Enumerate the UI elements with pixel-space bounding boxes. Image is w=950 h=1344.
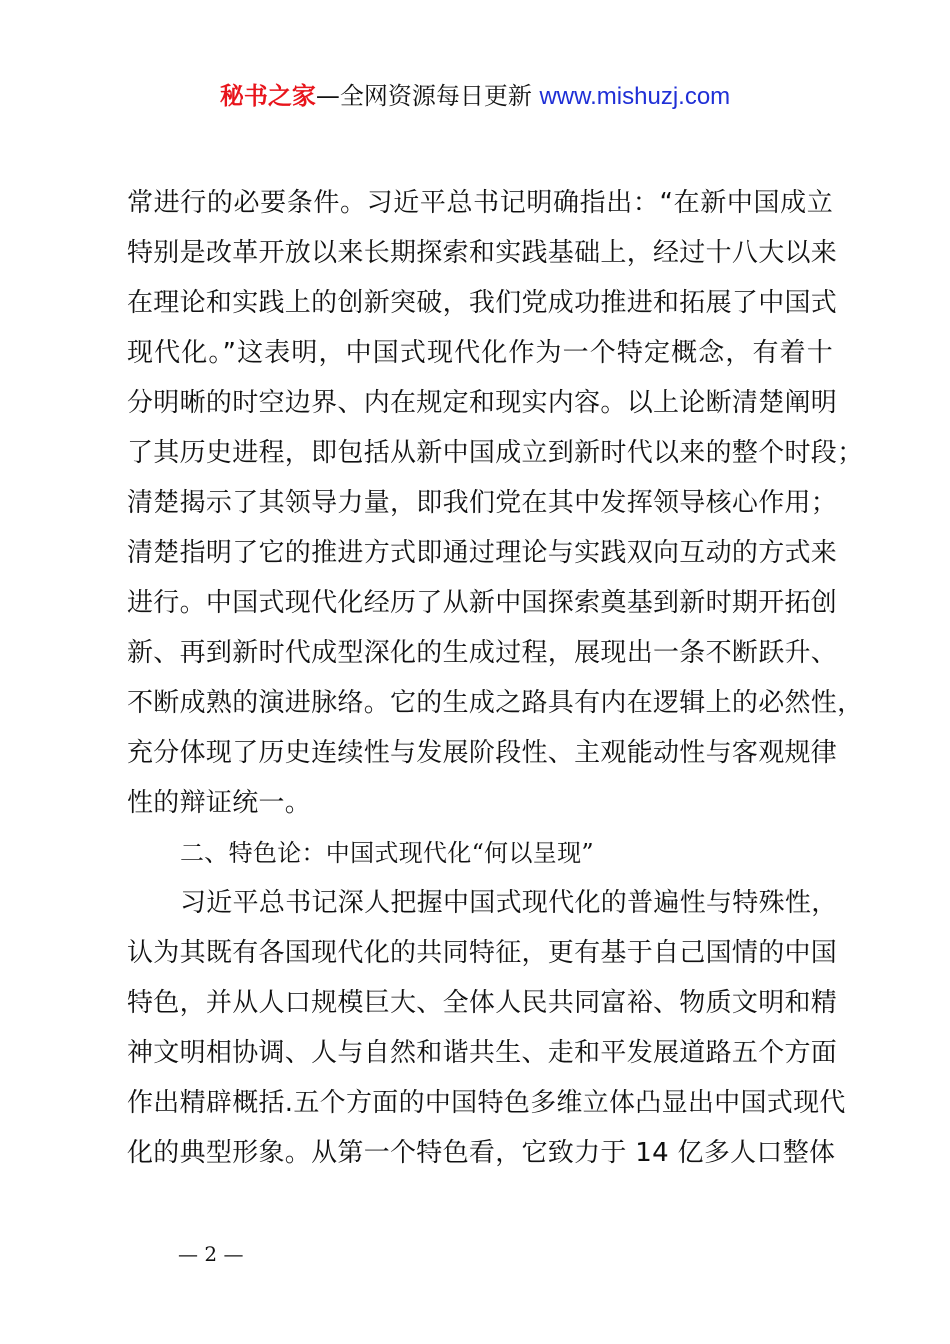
body-line: 作出精辟概括.五个方面的中国特色多维立体凸显出中国式现代 — [127, 1088, 846, 1118]
body-line: 清楚指明了它的推进方式即通过理论与实践双向互动的方式来 — [127, 538, 838, 568]
body-line: 新、再到新时代成型深化的生成过程，展现出一条不断跃升、 — [127, 638, 838, 668]
body-line: 常进行的必要条件。习近平总书记明确指出：“在新中国成立 — [127, 188, 833, 218]
brand-name: 秘书之家 — [219, 82, 316, 110]
body-line: 不断成熟的演进脉络。它的生成之路具有内在逻辑上的必然性， — [127, 688, 864, 718]
body-line: 神文明相协调、人与自然和谐共生、走和平发展道路五个方面 — [127, 1038, 838, 1068]
body-line: 现代化。”这表明，中国式现代化作为一个特定概念，有着十 — [127, 338, 833, 368]
body-line: 特色，并从人口规模巨大、全体人民共同富裕、物质文明和精 — [127, 988, 838, 1018]
body-line: 化的典型形象。从第一个特色看，它致力于 14 亿多人口整体 — [127, 1138, 836, 1168]
body-line: 分明晰的时空边界、内在规定和现实内容。以上论断清楚阐明 — [127, 388, 838, 418]
body-line: 性的辩证统一。 — [127, 788, 312, 818]
body-line: 清楚揭示了其领导力量，即我们党在其中发挥领导核心作用； — [127, 488, 838, 518]
page-number: — 2 — — [178, 1242, 244, 1266]
body-line: 充分体现了历史连续性与发展阶段性、主观能动性与客观规律 — [127, 738, 838, 768]
body-line: 认为其既有各国现代化的共同特征，更有基于自己国情的中国 — [127, 938, 838, 968]
section-heading: 二、特色论：中国式现代化“何以呈现” — [180, 839, 594, 867]
body-line: 习近平总书记深人把握中国式现代化的普遍性与特殊性， — [180, 888, 838, 918]
header-slogan: —全网资源每日更新 — [315, 82, 532, 110]
site-header — [0, 80, 950, 113]
website-link[interactable]: www.mishuzj.com — [539, 83, 731, 110]
body-line: 在理论和实践上的创新突破，我们党成功推进和拓展了中国式 — [127, 288, 838, 318]
body-line: 了其历史进程，即包括从新中国成立到新时代以来的整个时段； — [127, 438, 864, 468]
body-line: 特别是改革开放以来长期探索和实践基础上，经过十八大以来 — [127, 238, 838, 268]
body-line: 进行。中国式现代化经历了从新中国探索奠基到新时期开拓创 — [127, 588, 838, 618]
